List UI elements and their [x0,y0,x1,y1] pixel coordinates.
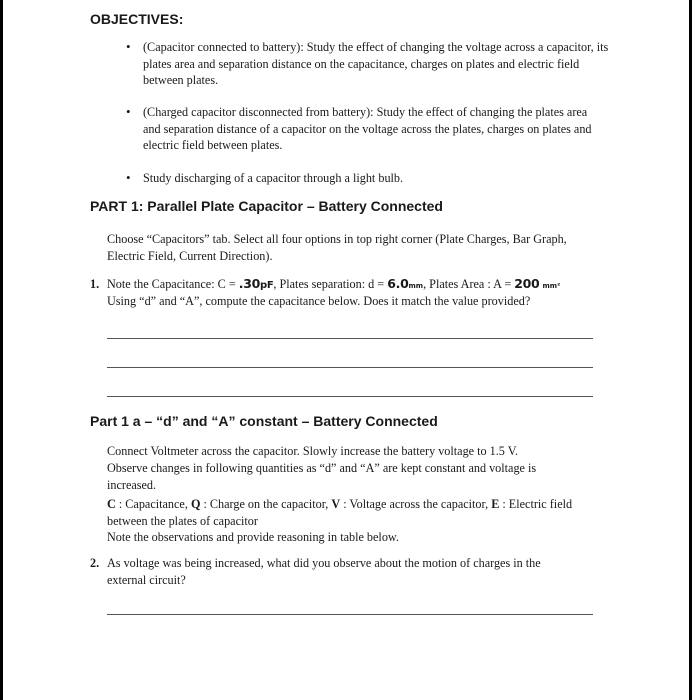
q1-text-b: , Plates separation: d = [273,277,388,291]
question-1-line1 [107,276,560,295]
def-text: : Voltage across the capacitor, [340,497,492,511]
objective-item: Study discharging of a capacitor through a light bulb. [143,171,404,185]
question-1-line2: Using “d” and “A”, compute the capacitance below. Does it match the value provided? [107,294,531,308]
separation-value: 6.0 [387,276,409,291]
separation-unit: mm [408,282,424,290]
symbol-c: C [107,497,116,511]
bullet-marker: • [126,104,131,119]
area-value: 200 [514,276,540,291]
capacitance-unit: pF [260,280,274,291]
answer-line [107,396,593,397]
def-text: : Charge on the capacitor, [200,497,332,511]
q1-text-c: , Plates Area : A = [423,277,515,291]
part1a-heading: Part 1 a – “d” and “A” constant – Battery Connected [90,413,438,429]
question-2-text: As voltage was being increased, what did you observe about the motion of charges in the external circuit? [107,556,541,587]
def-text: : Electric field between the plates of capacitor [107,497,573,528]
part1a-instruction: Connect Voltmeter across the capacitor. Slowly increase the battery voltage to 1.5 V. [107,444,518,458]
bullet-marker: • [126,170,131,185]
objectives-heading: OBJECTIVES: [90,11,184,27]
part1a-observe: Observe changes in following quantities as “d” and “A” are kept constant and voltage is increased. [107,461,537,492]
def-text: : Capacitance, [115,497,191,511]
area-unit: mm² [542,282,561,290]
question-number: 1. [90,277,100,291]
q1-text-a: Note the Capacitance: C = [107,277,239,291]
part1-intro: Choose “Capacitors” tab. Select all four options in top right corner (Plate Charges, Bar Graph, Electric Field, Current Direction). [107,232,567,263]
symbol-e: E [491,497,500,511]
answer-line [107,338,593,339]
question-number: 2. [90,556,100,570]
symbol-q: Q [190,497,201,511]
worksheet-page [3,0,689,700]
answer-line [107,367,593,368]
objective-item: (Charged capacitor disconnected from battery): Study the effect of changing the plates area and separation distance of a capacitor on the voltage across the plates, charges on plates and electric field between plates. [143,105,592,152]
capacitance-value: .30 [238,276,260,291]
bullet-marker: • [126,39,131,54]
part1a-note: Note the observations and provide reasoning in table below. [107,530,399,544]
symbol-v: V [331,497,341,511]
objective-item: (Capacitor connected to battery): Study the effect of changing the voltage across a capacitor, its plates area and separation distance on the capacitance, charges on plates and electric field between plates. [143,40,609,87]
answer-line [107,614,593,615]
part1a-definitions [107,496,607,529]
part1-heading: PART 1: Parallel Plate Capacitor – Battery Connected [90,198,443,214]
